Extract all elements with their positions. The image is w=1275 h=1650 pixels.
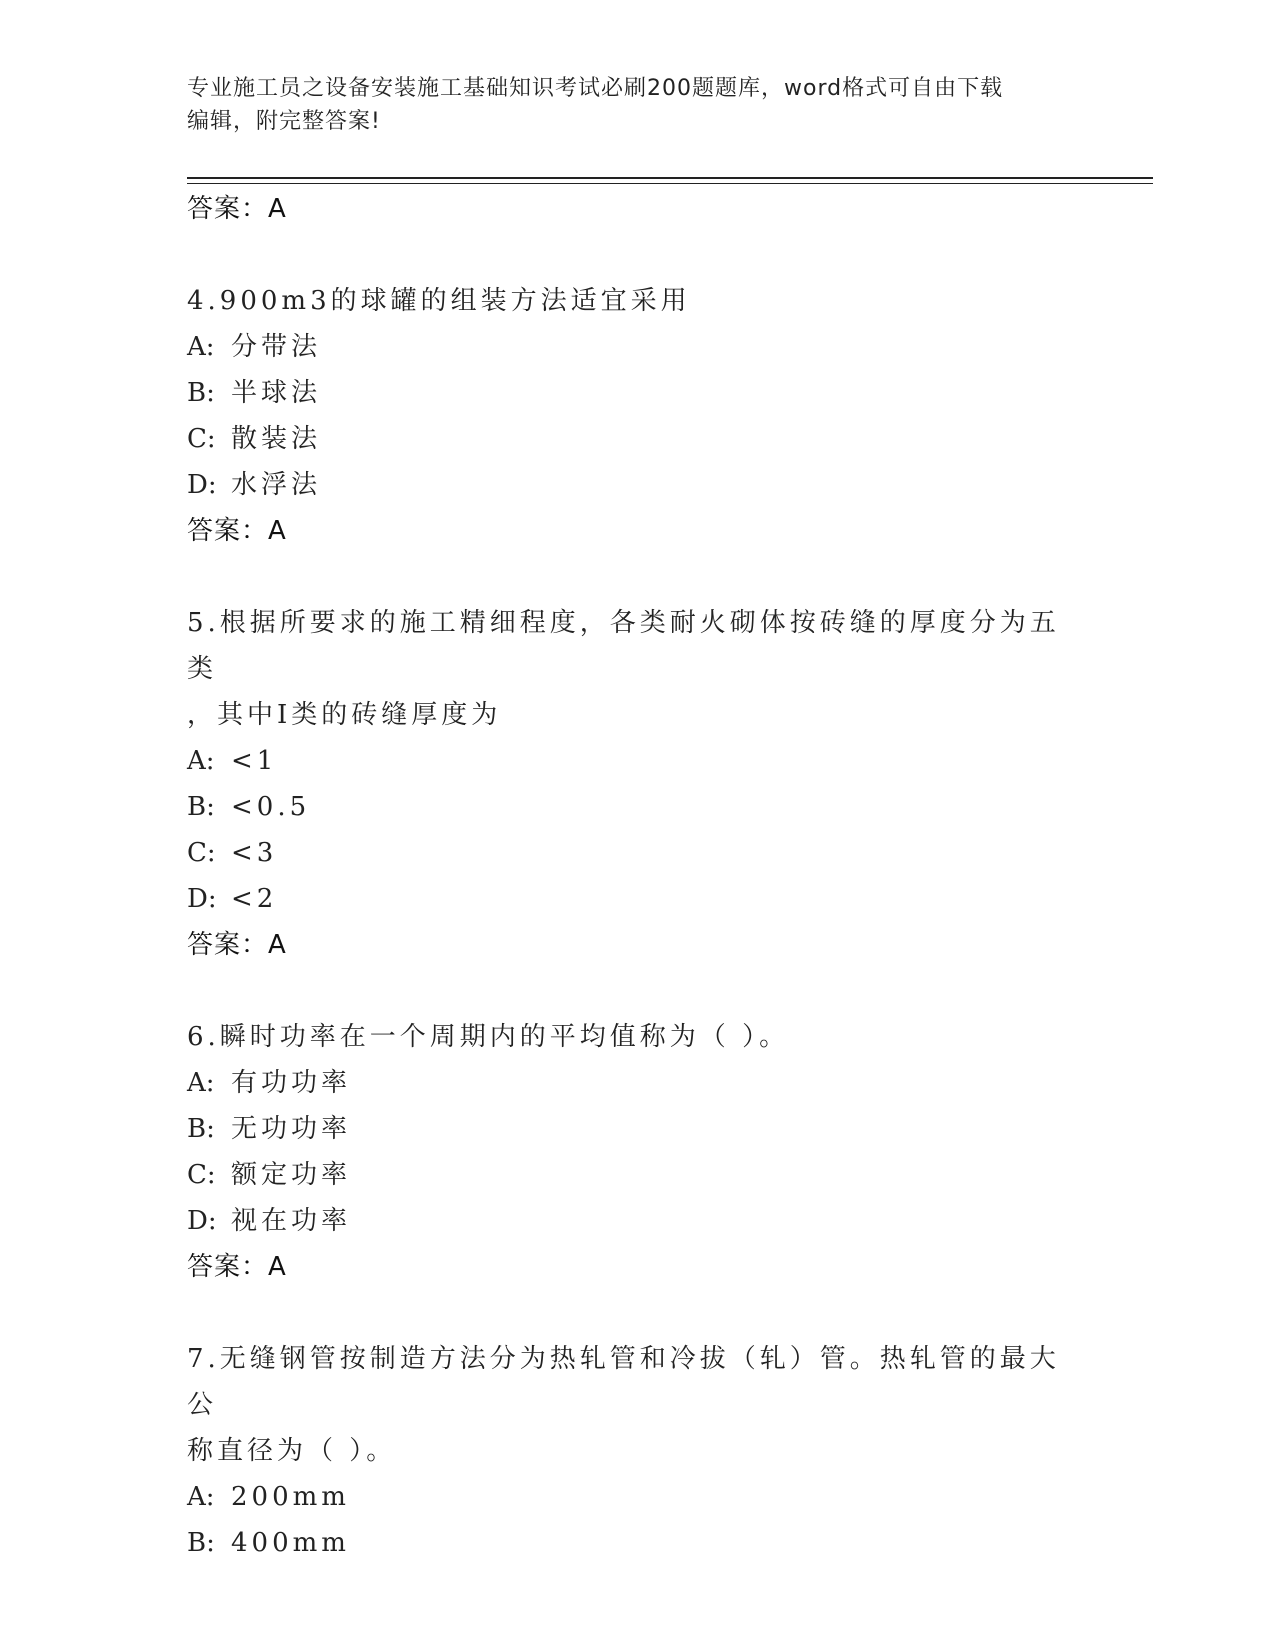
option-text: 额定功率: [231, 1160, 352, 1190]
option-key: A:: [187, 746, 215, 776]
spacer: [187, 968, 1067, 1014]
option-c: [187, 830, 1067, 876]
option-text: <1: [231, 746, 278, 776]
option-d: [187, 876, 1067, 922]
option-key: A:: [187, 1482, 215, 1512]
option-b: [187, 370, 1067, 416]
option-key: A:: [187, 1068, 215, 1098]
option-text: <3: [231, 838, 278, 868]
spacer: [187, 554, 1067, 600]
answer-label: 答案：: [187, 930, 269, 960]
option-text: 400mm: [231, 1528, 350, 1558]
option-d: [187, 462, 1067, 508]
answer-label: 答案：: [187, 516, 269, 546]
question-text-line-2: 称直径为（ ）。: [187, 1436, 397, 1466]
option-key: C:: [187, 1160, 216, 1190]
header-divider-thin: [187, 183, 1153, 184]
answer-value: A: [268, 1252, 287, 1282]
answer-label: 答案：: [187, 1252, 269, 1282]
option-a: [187, 324, 1067, 370]
option-d: [187, 1198, 1067, 1244]
option-key: D:: [187, 1206, 217, 1236]
option-text: 有功功率: [231, 1068, 352, 1098]
answer-value: A: [268, 930, 287, 960]
spacer: [187, 1290, 1067, 1336]
header-divider-thick: [187, 177, 1153, 179]
answer-value: A: [268, 516, 287, 546]
option-key: A:: [187, 332, 215, 362]
question-block-7: [187, 1336, 1067, 1566]
question-text-line-1: 7.无缝钢管按制造方法分为热轧管和冷拔（轧）管。热轧管的最大公: [187, 1344, 1060, 1420]
answer-label: 答案：: [187, 194, 269, 224]
question-text: 4.900m3的球罐的组装方法适宜采用: [187, 286, 691, 316]
option-text: <0.5: [231, 792, 311, 822]
option-text: 200mm: [231, 1482, 350, 1512]
option-a: [187, 1060, 1067, 1106]
option-text: 水浮法: [231, 470, 322, 500]
option-text: 分带法: [231, 332, 322, 362]
option-key: C:: [187, 838, 216, 868]
option-key: B:: [187, 1528, 215, 1558]
question-text: 6.瞬时功率在一个周期内的平均值称为（ ）。: [187, 1022, 790, 1052]
option-key: B:: [187, 378, 215, 408]
option-text: 无功功率: [231, 1114, 352, 1144]
answer-line: [187, 508, 1067, 554]
option-b: [187, 1106, 1067, 1152]
option-text: 半球法: [231, 378, 322, 408]
option-key: D:: [187, 470, 217, 500]
header-line-1: 专业施工员之设备安装施工基础知识考试必刷200题题库，word格式可自由下载: [187, 76, 1004, 101]
header-line-2: 编辑，附完整答案!: [187, 109, 381, 134]
spacer: [187, 232, 1067, 278]
option-key: D:: [187, 884, 217, 914]
answer-value: A: [268, 194, 287, 224]
question-block-5: [187, 600, 1067, 968]
question-block-6: [187, 1014, 1067, 1290]
option-key: C:: [187, 424, 216, 454]
option-text: <2: [231, 884, 278, 914]
question-list: [187, 186, 1067, 1566]
option-c: [187, 416, 1067, 462]
option-key: B:: [187, 792, 215, 822]
option-c: [187, 1152, 1067, 1198]
option-a: [187, 1474, 1067, 1520]
question-text-line-1: 5.根据所要求的施工精细程度，各类耐火砌体按砖缝的厚度分为五类: [187, 608, 1060, 684]
answer-line: [187, 1244, 1067, 1290]
answer-line-q3: [187, 186, 1067, 232]
option-b: [187, 784, 1067, 830]
option-key: B:: [187, 1114, 215, 1144]
document-header: [187, 72, 1067, 138]
option-b: [187, 1520, 1067, 1566]
question-block-4: [187, 278, 1067, 554]
option-text: 视在功率: [231, 1206, 352, 1236]
answer-line: [187, 922, 1067, 968]
question-text-line-2: ，其中I类的砖缝厚度为: [187, 700, 502, 730]
option-text: 散装法: [231, 424, 322, 454]
option-a: [187, 738, 1067, 784]
